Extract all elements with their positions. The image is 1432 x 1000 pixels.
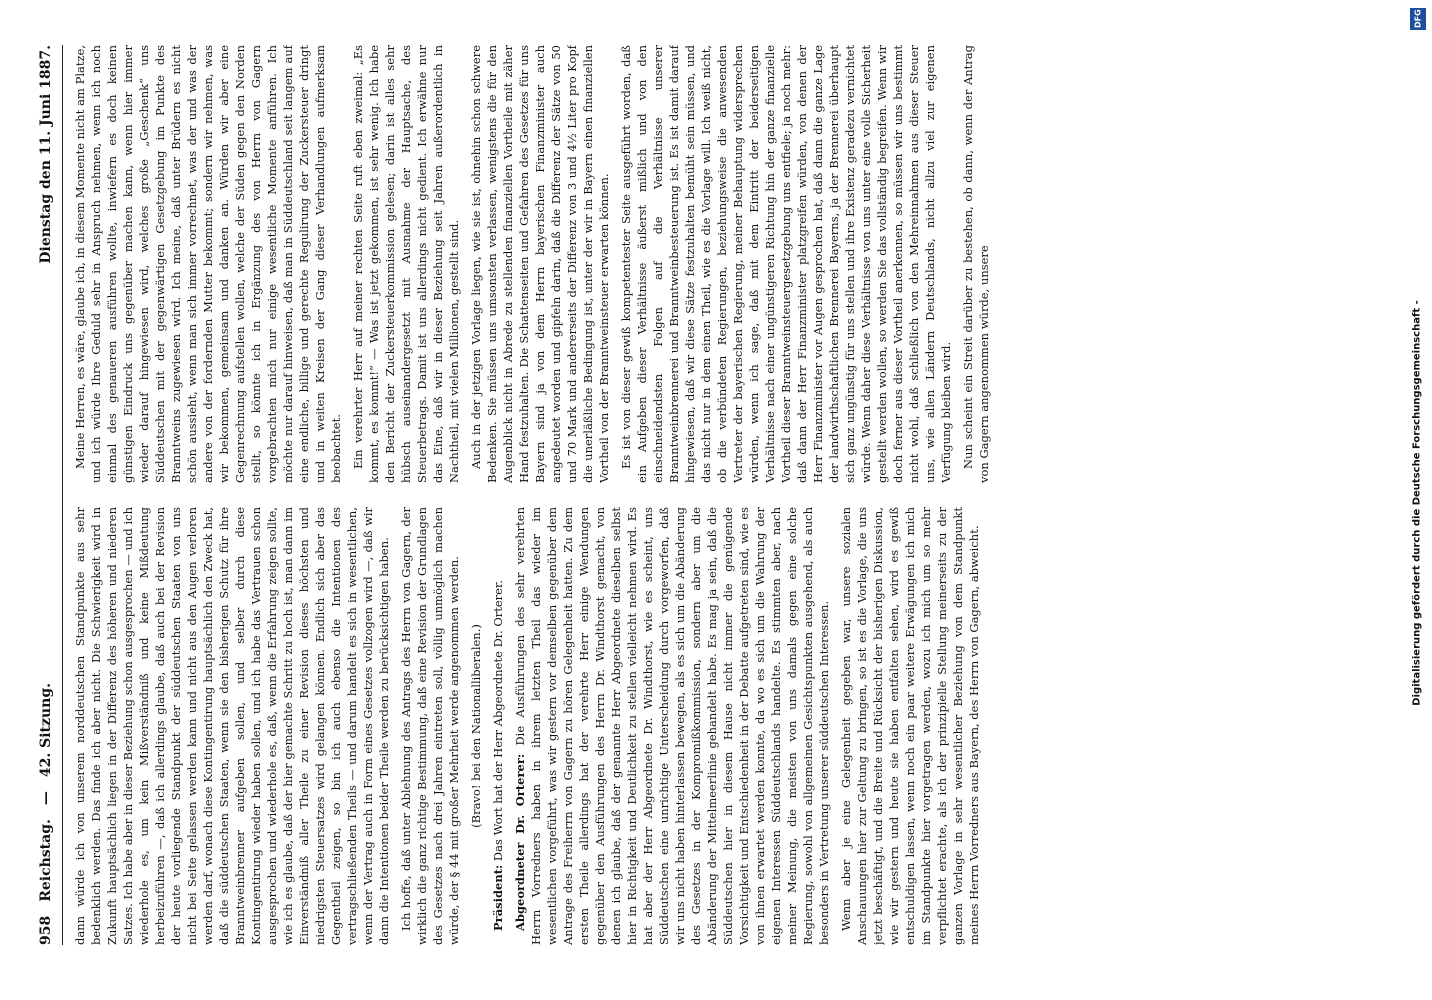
page-area <box>16 30 1406 960</box>
text-columns <box>72 45 1386 945</box>
session-date: Dienstag den 11. Juni 1887. <box>38 45 54 264</box>
paragraph: Ein verehrter Herr auf meiner rechten Seite ruft eben zweimal: „Es kommt, es kommt!“ — Was ist jetzt gekommen, ist sehr wenig. Ich habe den Bericht der Zuckersteuerkommission gelesen; darin ist alles sehr hübsch auseinandergesetzt mit Ausnahme der Hauptsache, des Steuerbetrags. Damit ist uns allerdings nicht gedient. Ich erwähne nur das Eine, daß wir in dieser Beziehung seit Jahren außerordentlich in Nachtheil, mit vielen Millionen, gestellt sind. <box>351 45 461 483</box>
session-label: 42. Sitzung. <box>38 683 54 778</box>
page-number: 958 <box>38 915 54 945</box>
page-header <box>34 45 63 945</box>
paragraph: Ich hoffe, daß unter Ablehnung des Antrags des Herrn von Gagern, der wirklich die ganz richtige Bestimmung, daß eine Revision der Grundlagen des Gesetzes nach drei Jahren eintreten soll, völlig unmöglich machen würde, der § 44 mit großer Mehrheit werde angenommen werden. <box>399 507 461 945</box>
paragraph: dann würde ich von unserem norddeutschen Standpunkte aus sehr bedenklich werden. Das finde ich aber nicht. Die Schwierigkeit wird in Zukunft hauptsächlich liegen in der Differenz des höheren und niederen Satzes. Ich habe aber in dieser Beziehung schon ausgesprochen — und ich wiederhole es, um kein Mißverständniß und keine Mißdeutung herbeizuführen —, daß ich allerdings glaube, daß auch bei der Revision der heute vorliegende Standpunkt der süddeutschen Staaten von uns nicht bei Seite gelassen werden kann und nicht aus den Augen verloren werden darf, wonach diese Kontingentirung hauptsächlich den Zweck hat, daß die süddeutschen Staaten, wenn sie den bisherigen Schutz für ihre Branntweinbrenner aufgeben sollen, und selber durch diese Kontingentirung wieder haben sollen, und ich habe das Vertrauen schon ausgesprochen und wiederhole es, daß, wenn die Erfahrung zeigen sollte, wie ich es glaube, daß der hier gemachte Schritt zu hoch ist, man dann im Einverständniß aller Theile zu einer Revision dieses höchsten und niedrigsten Steuersatzes wird gelangen können. Endlich sich aber das Gegentheil zeigen, so bin ich auch ebenso die Intentionen des vertragschließenden Theils — und darum handelt es sich in wesentlichen, wenn der Vertrag auch in Form eines Gesetzes vollzogen wird —, daß wir dann die Intentionen beider Theile werden zu berücksichtigen haben. <box>73 507 391 945</box>
speaker-paragraph <box>512 507 832 945</box>
president-text: Das Wort hat der Herr Abgeordnete Dr. Orterer. <box>491 580 505 862</box>
president-label: Präsident: <box>491 864 505 931</box>
paragraph: Nun scheint ein Streit darüber zu bestehen, ob dann, wenn der Antrag von Gagern angenommen würde, unsere <box>961 45 991 483</box>
paragraph: Wenn aber je eine Gelegenheit gegeben war, unsere sozialen Anschauungen hier zur Geltung zu bringen, so ist es die Vorlage, die uns jetzt beschäftigt, und die Breite und Rücksicht der bisherigen Diskussion, wie wir gestern und heute sie haben entfalten sehen, wird es gewiß entschuldigen lassen, wenn noch ein paar weitere Erwägungen ich mich im Standpunkte hier vorgetragen werden, wozu ich mich um so mehr verpflichtet erachte, als ich der prinzipielle Stellung meinerseits zu der ganzen Vorlage in sehr wesentlicher Beziehung von dem Standpunkt meines Herrn Vorredners aus Bayern, des Herrn von Gagern, abweicht. <box>839 507 981 945</box>
digitization-credit <box>1404 8 1430 998</box>
paragraph: Auch in der jetzigen Vorlage liegen, wie sie ist, ohnehin schon schwere Bedenken. Sie müssen uns umsonsten verlassen, wenigstens die für den Augenblick nicht in Abrede zu stellenden finanziellen Vortheile mit zäher Hand festzuhalten. Die Schattenseiten und Gefahren des Gesetzes für uns Bayern sind ja von dem Herrn bayerischen Finanzminister auch angedeutet worden und gipfeln darin, daß die Differenz der Sätze von 50 und 70 Mark und andererseits der Differenz von 3 und 4½ Liter pro Kopf die unerläßliche Bedingung ist, unter der wir in Bayern einen finanziellen Vortheil von der Branntweinsteuer erwarten können. <box>469 45 611 483</box>
applause-note: (Bravo! bei den Nationalliberalen.) <box>469 624 483 828</box>
president-remark <box>490 507 506 945</box>
speaker-text: Die Ausführungen des sehr verehrten Herrn Vorredners haben in ihrem letzten Theil das wieder im wesentlichen vorgeführt, was wir gestern vor demselben gegenüber dem Antrage des Freiherrn von Gagern zu hören Gelegenheit hatten. Zu dem ersten Theile allerdings hat der verehrte Herr einige Wendungen gegenüber den Ausführungen des Herrn Dr. Windthorst gemacht, von denen ich glaube, daß der genannte Herr Abgeordnete dieselben selbst hier in Richtigkeit und Deutlichkeit zu stellen vielleicht nehmen wird. Es hat aber der Herr Abgeordnete Dr. Windthorst, wie es scheint, uns Süddeutschen eine unrichtige Unterscheidung durch vorgeworfen, daß wir uns nicht haben hinterlassen bewegen, als es sich um die Abänderung des Gesetzes in der Kompromißkommission, sondern aber um die Abänderung der Mittelmeerlinie gehandelt habe. Es mag ja sein, daß die Süddeutschen hier in diesem Hause nicht immer die genügende Vorsichtigkeit und Entschiedenheit in der Debatte aufgetreten sind, wie es von ihnen erwartet werden konnte, da wo es sich um die Wahrung der eigenen Interessen Süddeutschlands handelte. Es stimmten aber, nach meiner Meinung, die meisten von uns damals gegen eine solche Regierung, sowohl von allgemeinen Gesichtspunkten ausgehend, als auch besonders in Vertretung unserer süddeutschen Interessen. <box>513 507 831 945</box>
paragraph: Es ist von dieser gewiß kompetentester Seite ausgeführt worden, daß ein Aufgeben dieser Verhältnisse äußerst mißlich und von den einschneidendsten Folgen auf die Verhältnisse unserer Branntweinbrennerei und Branntweinbesteuerung ist. Es ist damit darauf hingewiesen, daß wir diese Sätze festzuhalten bemüht sein müssen, und das nicht nur in dem einen Theil, wie es die Vorlage will. Ich weiß nicht, ob die verbündeten Regierungen, beziehungsweise die anwesenden Vertreter der bayerischen Regierung, meiner Behauptung widersprechen würden, wenn ich sage, daß mit dem Eintritt der beiderseitigen Verhältnisse nach einer ungünstigeren Richtung hin der ganze finanzielle Vortheil dieser Branntweinsteuergesetzgebung uns entfiele; ja noch mehr: daß dann der Herr Finanzminister platzgreifen würden, von denen der Herr Finanzminister vor Augen gesprochen hat, daß dann die ganze Lage der landwirthschaftlichen Brennerei Bayerns, ja der Brennerei überhaupt sich ganz ungünstig für uns stellen und ihre Existenz geradezu vernichtet würde. Wenn daher diese Verhältnisse von uns unter eine volle Sicherheit gestellt werden wollen, so werden Sie das vollständig begreifen. Wenn wir doch ferner aus dieser Vortheil anerkennen, so müssen wir uns bestimmt nicht wohl, daß schließlich von den Mehreinnahmen aus dieser Steuer uns, wie allen Ländern Deutschlands, nicht allzu viel zur eigenen Verfügung bleiben wird. <box>619 45 953 483</box>
paragraph: Meine Herren, es wäre, glaube ich, in diesem Momente nicht am Platze, und ich würde Ihre Geduld sehr in Anspruch nehmen, wenn ich noch einmal des genaueren ausführen wollte, inwiefern es doch keinen günstigen Eindruck uns gegenüber machen kann, wenn hier immer wieder darauf hingewiesen wird, welches große „Geschenk“ uns Süddeutschen mit der gegenwärtigen Gesetzgebung im Punkte des Branntweins zugewiesen wird. Ich meine, daß unter Brüdern es nicht schön aussieht, wenn man sich immer vorrechnet, was der und was der andere von der fordernden Mutter bekommt; sondern wir nehmen, was wir bekommen, gemeinsam und danken an. Würden wir aber eine Gegenrechnung aufstellen wollen, welche der Süden gegen den Norden stellt, so könnte ich in Ergänzung des von Herrn von Gagern vorgebrachten mich nur einige wesentliche Momente anführen. Ich möchte nur darauf hinweisen, daß man in Süddeutschland seit langem auf eine endliche, billige und gerechte Regulirung der Zuckersteuer dringt und in weiten Kreisen der Gang dieser Verhandlungen aufmerksam beobachtet. <box>73 45 343 483</box>
dfg-logo: DFG <box>1410 8 1426 30</box>
rotated-page-content <box>16 25 1406 965</box>
right-column <box>72 45 1386 483</box>
speaker-label: Abgeordneter Dr. Orterer: <box>513 753 527 931</box>
publication-name: Reichstag. <box>38 819 54 902</box>
header-separator: — <box>38 791 54 806</box>
credit-text: Digitalisierung gefördert durch die Deutsche Forschungsgemeinschaft - <box>1411 300 1423 706</box>
left-column <box>72 507 1386 945</box>
